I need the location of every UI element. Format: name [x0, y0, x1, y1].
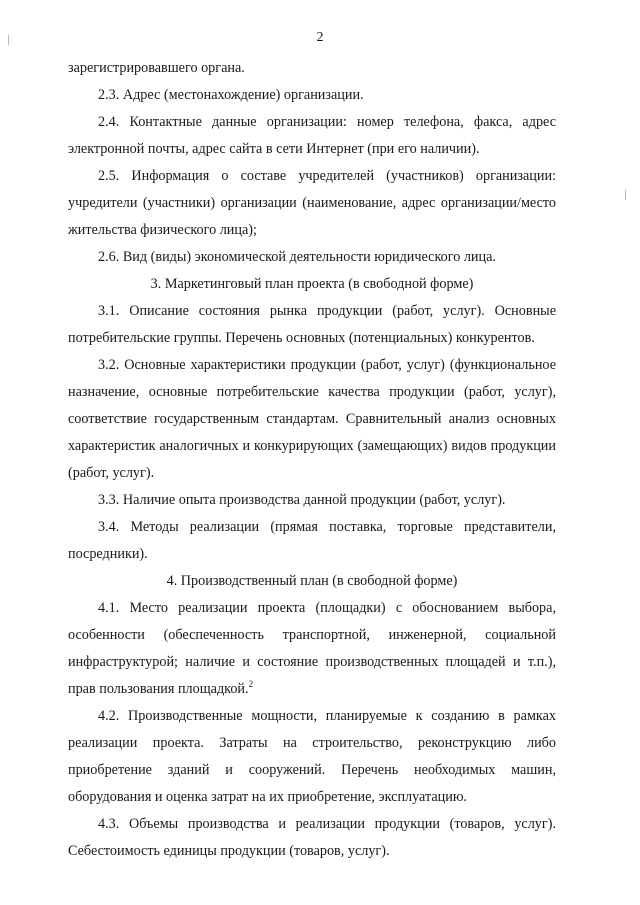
paragraph-2-3: 2.3. Адрес (местонахождение) организации.: [98, 87, 364, 103]
paragraph-3-1: 3.1. Описание состояния рынка продукции (работ, услуг). Основные потребительские группы. Перечень основных (потенциальных) конкурентов.: [68, 303, 556, 346]
document-body: [68, 55, 556, 865]
section-heading-production-plan: 4. Производственный план (в свободной форме): [166, 573, 458, 589]
scan-mark: [8, 35, 9, 45]
paragraph-2-5: 2.5. Информация о составе учредителей (участников) организации: учредители (участники) организации (наименование, адрес организации/место жительства физического лица);: [68, 168, 556, 238]
paragraph-continuation: зарегистрировавшего органа.: [68, 60, 245, 76]
paragraph-2-4: 2.4. Контактные данные организации: номер телефона, факса, адрес электронной почты, адрес сайта в сети Интернет (при его наличии).: [68, 114, 556, 157]
footnote-marker: 2: [248, 679, 254, 689]
paragraph-3-2: 3.2. Основные характеристики продукции (работ, услуг) (функциональное назначение, основные потребительские качества продукции (работ, услуг), соответствие государственным стандартам. Сравнительный анализ основных характеристик аналогичных и конкурирующих (замещающих) видов продукции (работ, услуг).: [68, 357, 556, 481]
scan-mark: [625, 190, 626, 200]
page-number: 2: [316, 30, 324, 45]
paragraph-3-3: 3.3. Наличие опыта производства данной продукции (работ, услуг).: [98, 492, 506, 508]
section-heading-marketing-plan: 3. Маркетинговый план проекта (в свободной форме): [150, 276, 474, 292]
paragraph-3-4: 3.4. Методы реализации (прямая поставка, торговые представители, посредники).: [68, 519, 556, 562]
paragraph-4-1: [68, 595, 556, 703]
paragraph-2-6: 2.6. Вид (виды) экономической деятельности юридического лица.: [98, 249, 496, 265]
paragraph-4-3: 4.3. Объемы производства и реализации продукции (товаров, услуг). Себестоимость единицы продукции (товаров, услуг).: [68, 816, 556, 859]
paragraph-4-1-text: 4.1. Место реализации проекта (площадки) с обоснованием выбора, особенности (обеспеченность транспортной, инженерной, социальной инфраструктурой; наличие и состояние производственных площадей и т.п.), прав пользования площадкой.: [68, 600, 556, 697]
paragraph-4-2: 4.2. Производственные мощности, планируемые к созданию в рамках реализации проекта. Затраты на строительство, реконструкцию либо приобретение зданий и сооружений. Перечень необходимых машин, оборудования и оценка затрат на их приобретение, эксплуатацию.: [68, 708, 556, 805]
